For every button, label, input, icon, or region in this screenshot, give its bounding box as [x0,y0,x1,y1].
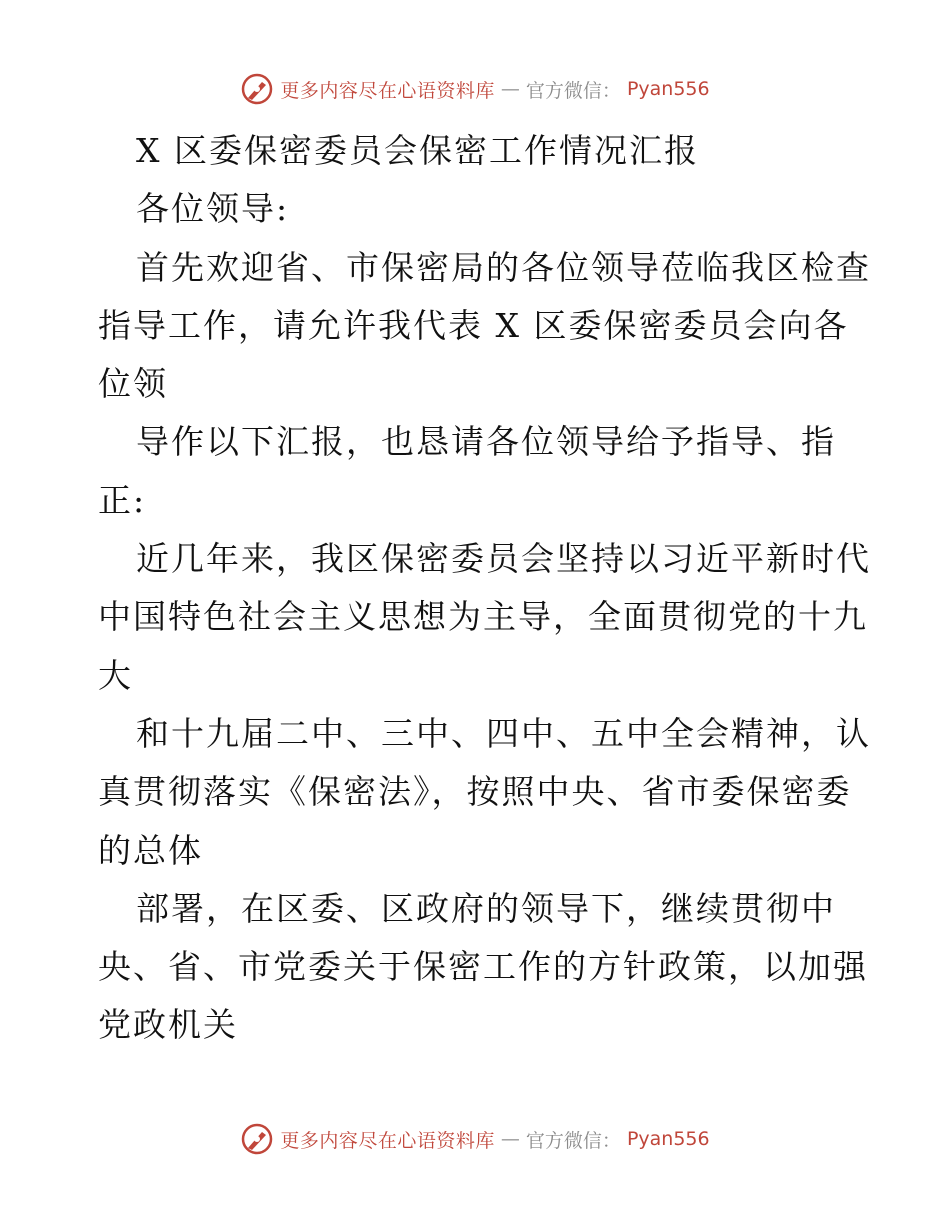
header-watermark [0,72,950,106]
document-line: 真贯彻落实《保密法》，按照中央、省市委保密委 [98,772,852,812]
document-line: 指导工作，请允许我代表 X 区委保密委员会向各 [98,305,849,345]
document-line: 的总体 [98,830,203,870]
pen-circle-logo-icon [240,72,274,106]
document-line: 部署，在区委、区政府的领导下，继续贯彻中 [136,888,836,928]
watermark-wechat-label: 官方微信： [525,79,621,102]
document-line: 首先欢迎省、市保密局的各位领导莅临我区检查 [136,247,871,287]
watermark-text: 更多内容尽在心语资料库 [280,79,495,102]
watermark-wechat-id: Pyan556 [626,78,710,100]
document-line: 中国特色社会主义思想为主导，全面贯彻党的十九 [98,597,868,637]
watermark-dash: — [500,78,520,100]
document-line: 近几年来，我区保密委员会坚持以习近平新时代 [136,539,871,579]
document-body [98,122,871,1055]
footer-watermark [0,1122,950,1156]
document-line: 位领 [98,364,168,404]
watermark-dash: — [500,1128,520,1150]
document-line: 和十九届二中、三中、四中、五中全会精神，认 [136,713,871,753]
document-line: 各位领导: [136,189,290,229]
watermark-wechat-label: 官方微信： [525,1129,621,1152]
document-line: X 区委保密委员会保密工作情况汇报 [136,131,699,170]
watermark-text: 更多内容尽在心语资料库 [280,1129,495,1152]
document-line: 导作以下汇报，也恳请各位领导给予指导、指 [136,422,836,462]
document-line: 央、省、市党委关于保密工作的方针政策，以加强 [98,947,868,987]
document-line: 大 [98,655,133,695]
pen-circle-logo-icon [240,1122,274,1156]
watermark-wechat-id: Pyan556 [626,1128,710,1150]
document-line: 正: [98,480,147,520]
document-line: 党政机关 [98,1005,238,1045]
